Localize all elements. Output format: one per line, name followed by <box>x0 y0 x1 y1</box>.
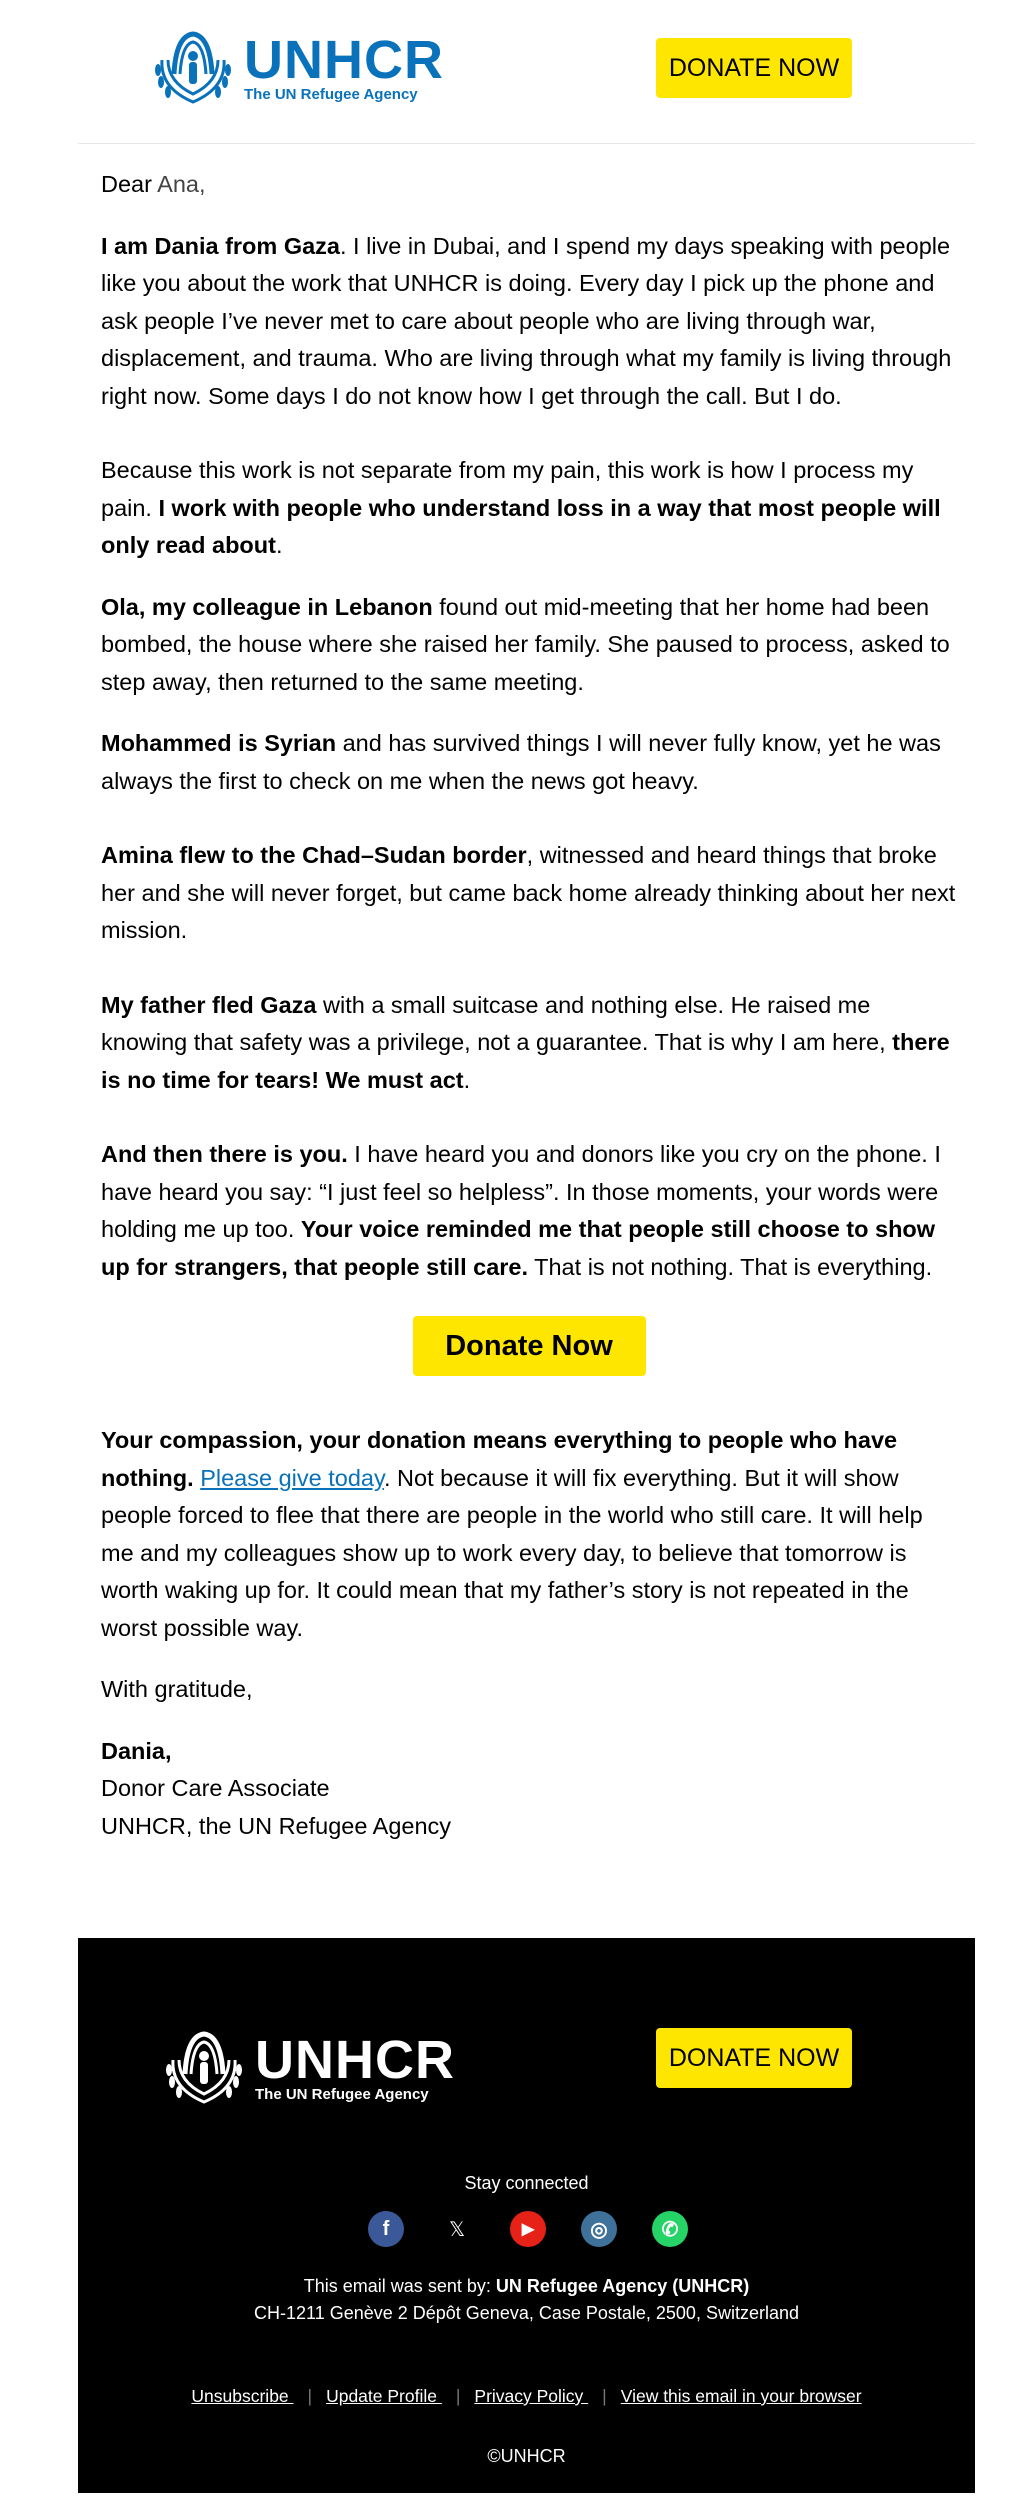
footer-unhcr-emblem-icon <box>163 2030 245 2106</box>
sent-by-prefix: This email was sent by: <box>303 2276 496 2296</box>
signature-name: Dania, <box>101 1737 172 1764</box>
paragraph-intro <box>101 228 957 416</box>
father-end: . <box>463 1066 471 1093</box>
intro-bold: I am Dania from Gaza <box>101 232 340 259</box>
paragraph-pain <box>101 452 957 565</box>
you-bold-2: Your voice reminded me that people still choose to show up for strangers, that people still care. <box>101 1216 936 1280</box>
youtube-icon[interactable]: ▶ <box>510 2211 546 2247</box>
compassion-text: . Not because it will fix everything. But it will show people forced to flee that there are people in the world who still care. It will help me and my colleagues show up to work every day, to believe that tomorrow is worth waking up for. It could mean that my father’s story is not repeated in the worst possible way. <box>101 1464 923 1641</box>
whatsapp-icon[interactable]: ✆ <box>652 2211 688 2247</box>
logo-subtitle: The UN Refugee Agency <box>244 86 418 103</box>
amina-text: , witnessed and heard things that broke her and she will never forget, but came back home already thinking about her next mission. <box>101 842 956 943</box>
compassion-bold: Your compassion, your donation means everything to people who have nothing. <box>101 1427 898 1491</box>
email-header <box>78 0 975 144</box>
donate-now-button[interactable]: Donate Now <box>413 1316 646 1376</box>
father-text: with a small suitcase and nothing else. He raised me knowing that safety was a privilege, not a guarantee. That is why I am here, <box>101 991 893 1055</box>
email-footer <box>78 1938 975 2493</box>
pain-bold: I work with people who understand loss in a way that most people will only read about <box>101 494 941 558</box>
letter-body <box>101 166 957 1845</box>
unhcr-logo[interactable] <box>152 30 452 106</box>
sent-by-org: UN Refugee Agency (UNHCR) <box>495 2276 750 2296</box>
sender-address: CH-1211 Genève 2 Dépôt Geneva, Case Postale, 2500, Switzerland <box>254 2303 799 2323</box>
stay-connected-label: Stay connected <box>464 2173 589 2193</box>
paragraph-ola <box>101 589 957 702</box>
link-separator: | <box>602 2386 607 2406</box>
you-end: That is not nothing. That is everything. <box>528 1253 933 1280</box>
donate-now-header-button[interactable]: DONATE NOW <box>656 38 852 98</box>
recipient-name: Ana, <box>157 171 206 197</box>
instagram-icon[interactable]: ◎ <box>581 2211 617 2247</box>
sender-info <box>78 2273 975 2327</box>
mohammed-bold: Mohammed is Syrian <box>101 730 337 756</box>
pain-text: Because this work is not separate from my pain, this work is how I process my pain. <box>101 457 914 521</box>
copyright: ©UNHCR <box>487 2446 566 2466</box>
footer-logo-subtitle: The UN Refugee Agency <box>255 2086 429 2103</box>
logo-wordmark: UNHCR <box>244 30 444 90</box>
link-separator: | <box>307 2386 313 2406</box>
privacy-policy-link[interactable]: Privacy Policy <box>474 2386 589 2406</box>
paragraph-you <box>101 1136 957 1286</box>
update-profile-link[interactable]: Update Profile <box>326 2386 442 2406</box>
paragraph-father <box>101 987 957 1100</box>
you-bold: And then there is you. <box>101 1141 348 1167</box>
link-separator: | <box>455 2386 461 2406</box>
greeting <box>101 166 957 204</box>
father-bold-2: there is no time for tears! We must act <box>101 1029 950 1093</box>
you-text: I have heard you and donors like you cry on the phone. I have heard you say: “I just feel so helpless”. In those moments, your words were holding me up too. <box>101 1141 941 1242</box>
view-in-browser-link[interactable]: View this email in your browser <box>620 2386 862 2406</box>
facebook-icon[interactable]: f <box>368 2211 404 2247</box>
signature-title: Donor Care Associate <box>101 1775 330 1801</box>
pain-end: . <box>275 532 283 558</box>
donate-now-footer-button[interactable]: DONATE NOW <box>656 2028 852 2088</box>
please-give-today-link[interactable]: Please give today <box>200 1464 384 1491</box>
paragraph-mohammed <box>101 725 957 800</box>
ola-bold: Ola, my colleague in Lebanon <box>101 593 433 620</box>
footer-unhcr-logo[interactable] <box>163 2030 463 2106</box>
ola-text: found out mid-meeting that her home had been bombed, the house where she raised her family. She paused to process, asked to step away, then returned to the same meeting. <box>101 593 950 695</box>
footer-links <box>78 2386 975 2407</box>
footer-logo-wordmark: UNHCR <box>255 2030 455 2090</box>
mohammed-text: and has survived things I will never fully know, yet he was always the first to check on me when the news got heavy. <box>101 730 941 794</box>
father-bold: My father fled Gaza <box>101 991 317 1018</box>
x-icon[interactable]: 𝕏 <box>439 2211 475 2247</box>
signature <box>101 1733 957 1846</box>
amina-bold: Amina flew to the Chad–Sudan border <box>101 842 527 868</box>
paragraph-amina <box>101 837 957 950</box>
paragraph-compassion <box>101 1422 957 1647</box>
intro-text: . I live in Dubai, and I spend my days speaking with people like you about the work that UNHCR is doing. Every day I pick up the phone and ask people I’ve never met to care about people who are living through war, displacement, and trauma. Who are living through what my family is living through right now. Some days I do not know how I get through the call. But I do. <box>101 232 952 409</box>
signature-org: UNHCR, the UN Refugee Agency <box>101 1812 452 1839</box>
social-links <box>368 2211 688 2249</box>
unhcr-emblem-icon <box>152 30 234 106</box>
closing: With gratitude, <box>101 1676 253 1702</box>
greeting-word: Dear <box>101 171 152 197</box>
unsubscribe-link[interactable]: Unsubscribe <box>191 2386 294 2406</box>
cta-row <box>101 1316 957 1376</box>
